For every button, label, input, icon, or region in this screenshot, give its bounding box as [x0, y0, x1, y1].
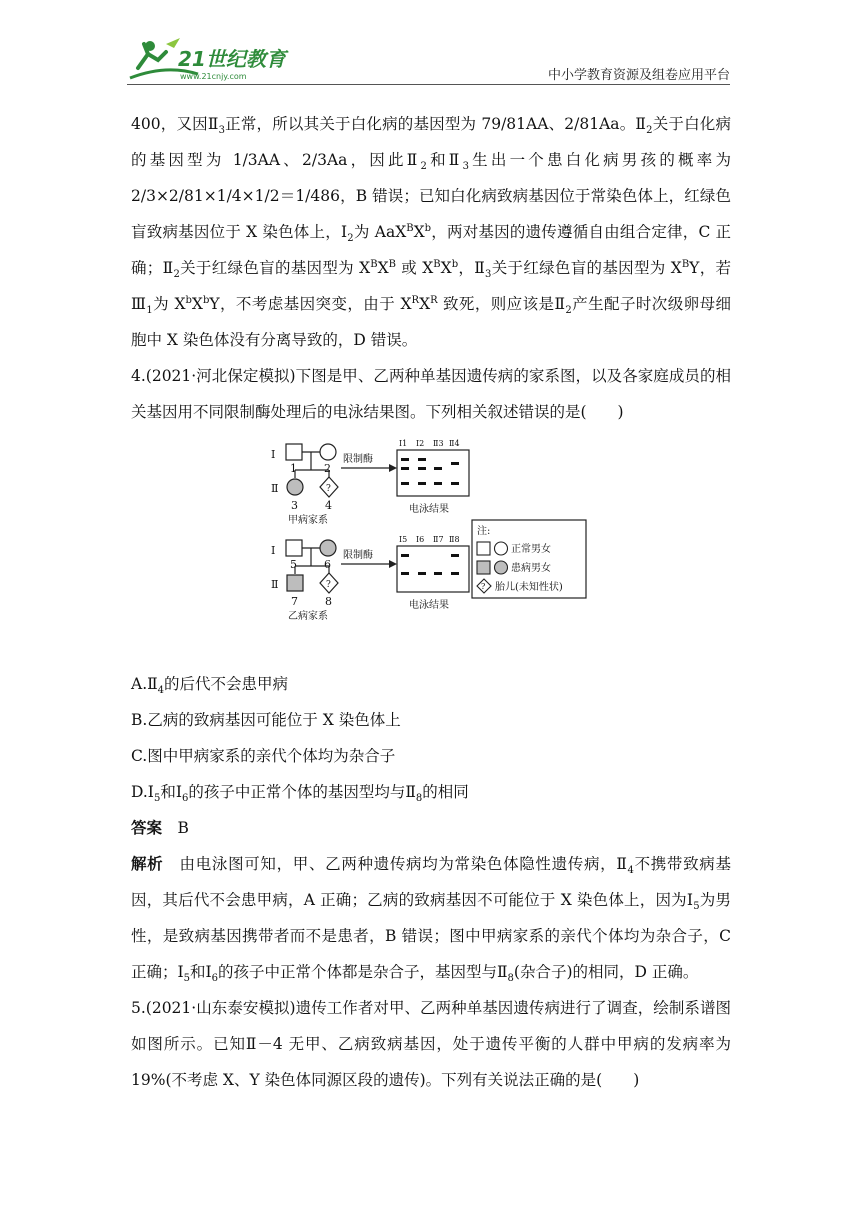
- svg-text:正常男女: 正常男女: [511, 544, 551, 555]
- svg-text:Ⅱ3: Ⅱ3: [433, 439, 444, 448]
- male-affected-7: [287, 575, 303, 591]
- svg-text:4: 4: [325, 499, 332, 512]
- svg-text:7: 7: [291, 595, 298, 608]
- gel-a: [397, 450, 469, 496]
- svg-text:胎儿(未知性状): 胎儿(未知性状): [495, 582, 563, 593]
- document-body: [131, 106, 731, 1098]
- svg-text:Ⅱ: Ⅱ: [271, 482, 279, 495]
- option-a[interactable]: $A.Ⅱ_4$的后代不会患甲病: [131, 675, 289, 697]
- analysis-paragraph: 解析 由电泳图可知，甲、乙两种遗传病均为常染色体隐性遗传病，$Ⅱ_4$不携带致病基因，其后代不会患甲病，A 正确；乙病的致病基因不可能位于 X 染色体上，因为$Ⅰ_5$为男性，是致病基因携带者而不是患者，B 错误；图中甲病家系的亲代个体均为杂合子，C 正确；$Ⅰ_5$和$Ⅰ_6$的孩子中正常个体都是杂合子，基因型与$Ⅱ_8$(杂合子)的相同，D 正确。: [131, 855, 731, 985]
- question-5-stem: 5.(2021·山东泰安模拟)遗传工作者对甲、乙两种单基因遗传病进行了调查，绘制系谱图如图所示。已知Ⅱ－4 无甲、乙病致病基因，处于遗传平衡的人群中甲病的发病率为 19%(不考虑 X、Y 染色体同源区段的遗传)。下列有关说法正确的是( ): [131, 999, 731, 1089]
- svg-text:Ⅱ7: Ⅱ7: [433, 535, 444, 544]
- svg-text:1: 1: [290, 462, 297, 475]
- svg-text:Ⅱ8: Ⅱ8: [449, 535, 460, 544]
- svg-text:Ⅰ1: Ⅰ1: [399, 439, 408, 448]
- svg-text:限制酶: 限制酶: [343, 454, 373, 465]
- svg-text:电泳结果: 电泳结果: [409, 504, 449, 515]
- page-header: [0, 0, 860, 90]
- site-tagline: 中小学教育资源及组卷应用平台: [547, 68, 730, 83]
- svg-text:Ⅱ: Ⅱ: [271, 578, 279, 591]
- answer-line: [131, 810, 731, 846]
- pedigree-figure: [131, 430, 731, 666]
- header-divider: [127, 84, 730, 85]
- svg-text:Ⅰ6: Ⅰ6: [416, 535, 425, 544]
- answer-value: B: [177, 819, 189, 837]
- gel-b: [397, 546, 469, 592]
- svg-text:Ⅰ: Ⅰ: [271, 544, 276, 557]
- previous-analysis-paragraph: 400，又因$Ⅱ_3$正常，所以其关于白化病的基因型为 79/81AA、2/81Aa。$Ⅱ_2$关于白化病的基因型为 1/3AA、2/3Aa，因此$Ⅱ_2$和$Ⅱ_3$生出一个患白化病男孩的概率为 2/3×2/81×1/4×1/2＝1/486，B 错误；已知白化病致病基因位于常染色体上，红绿色盲致病基因位于 X 染色体上，$Ⅰ_2$为 $AaX^BX^b$，两对基因的遗传遵循自由组合定律，C 正确；$Ⅱ_2$关于红绿色盲的基因型为 $X^BX^B$ 或 $X^BX^b$，$Ⅱ_3$关于红绿色盲的基因型为 $X^BY$，若$Ⅲ_1$为 $X^bX^bY$，不考虑基因突变，由于 $X^RX^R$ 致死，则应该是$Ⅱ_2$产生配子时次级卵母细胞中 X 染色体没有分离导致的，D 错误。: [131, 115, 732, 349]
- gen-label-1a: Ⅰ: [271, 448, 276, 461]
- logo-url: www.21cnjy.com: [180, 72, 247, 81]
- logo-text: 21世纪教育: [178, 47, 286, 71]
- svg-text:?: ?: [481, 582, 486, 591]
- answer-label: 答案: [131, 819, 163, 837]
- svg-text:5: 5: [290, 558, 297, 571]
- svg-text:注:: 注:: [477, 526, 491, 537]
- svg-text:Ⅱ4: Ⅱ4: [449, 439, 460, 448]
- svg-text:患病男女: 患病男女: [511, 563, 551, 574]
- male-normal-1: [286, 444, 302, 460]
- question-4-stem: 4.(2021·河北保定模拟)下图是甲、乙两种单基因遗传病的家系图，以及各家庭成员的相关基因用不同限制酶处理后的电泳结果图。下列相关叙述错误的是( ): [131, 367, 731, 421]
- svg-text:电泳结果: 电泳结果: [409, 600, 449, 611]
- svg-text:?: ?: [326, 484, 331, 494]
- option-c[interactable]: C.图中甲病家系的亲代个体均为杂合子: [131, 747, 396, 765]
- site-logo: [126, 34, 296, 86]
- option-b[interactable]: B.乙病的致病基因可能位于 X 染色体上: [131, 711, 401, 729]
- female-affected-3: [287, 479, 303, 495]
- male-normal-5: [286, 540, 302, 556]
- option-d[interactable]: $D.Ⅰ_5$和$Ⅰ_6$的孩子中正常个体的基因型均与$Ⅱ_8$的相同: [131, 783, 469, 805]
- svg-text:3: 3: [291, 499, 298, 512]
- svg-text:2: 2: [324, 462, 331, 475]
- family-a-label: 甲病家系: [288, 515, 328, 526]
- svg-text:6: 6: [324, 558, 331, 571]
- svg-text:限制酶: 限制酶: [343, 550, 373, 561]
- analysis-label: 解析: [131, 855, 164, 873]
- female-normal-2: [320, 444, 336, 460]
- svg-text:Ⅰ2: Ⅰ2: [416, 439, 425, 448]
- svg-text:Ⅰ5: Ⅰ5: [399, 535, 408, 544]
- svg-text:?: ?: [326, 580, 331, 590]
- family-b-label: 乙病家系: [288, 611, 328, 622]
- svg-text:8: 8: [325, 595, 332, 608]
- female-affected-6: [320, 540, 336, 556]
